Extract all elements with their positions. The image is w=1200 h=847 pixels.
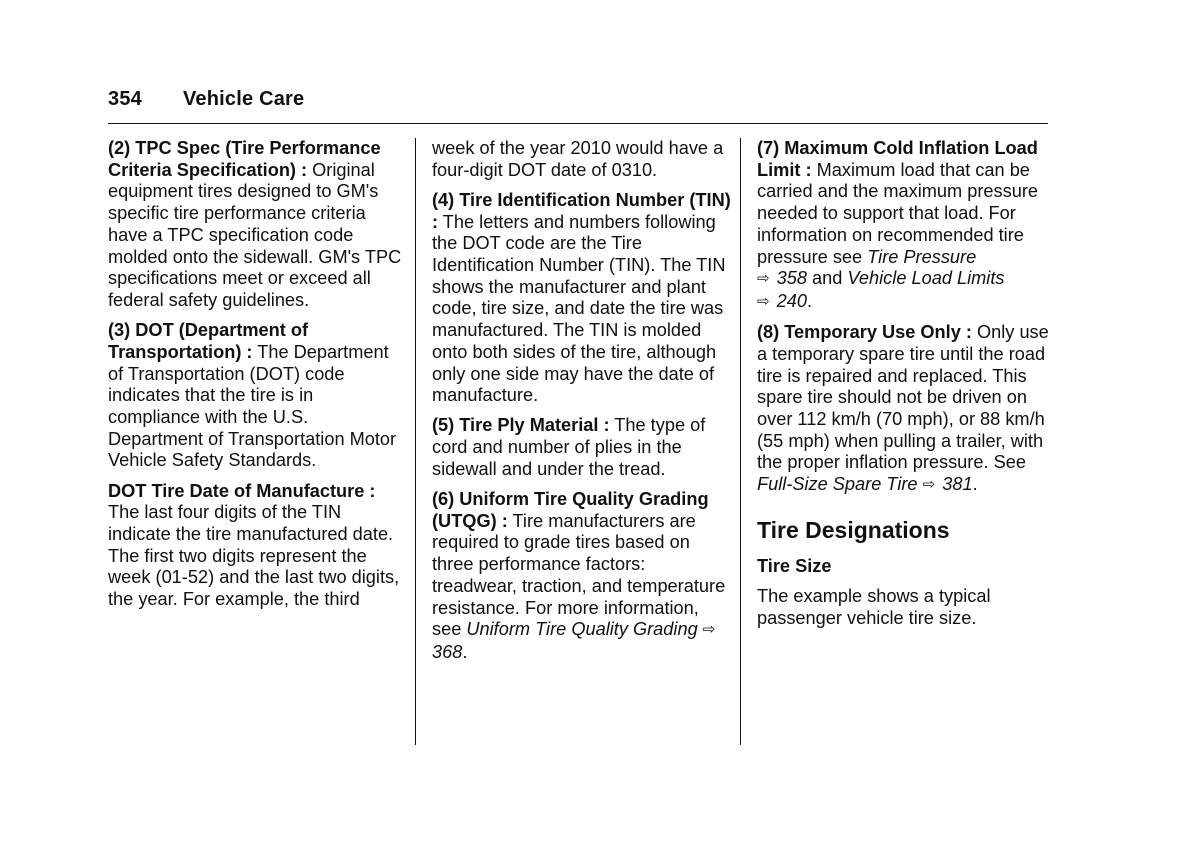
- tire-size-paragraph: The example shows a typical passenger vehicle tire size.: [757, 586, 991, 629]
- vehicle-load-ref-page: 240: [776, 290, 807, 311]
- tin-term: (4) Tire Identification Number (TIN) :: [432, 189, 731, 232]
- temp-use-paragraph: [757, 322, 1052, 497]
- page-reference-icon: ⇨: [922, 476, 936, 494]
- spare-tire-reference-link[interactable]: [757, 474, 973, 494]
- dot-date-text: The last four digits of the TIN indicate the tire manufactured date. The first two digits represent the week (01-52) and the last two digits, the year. For example, the third: [108, 502, 400, 610]
- max-load-paragraph: [757, 138, 1052, 314]
- tpc-paragraph: [108, 138, 406, 312]
- page-reference-icon: ⇨: [757, 292, 770, 310]
- tpc-text: Original equipment tires designed to GM's specific tire performance criteria have a TPC specification code molded onto the sidewall. GM's TPC specifications meet or exceed all federal safety guidelines.: [108, 159, 402, 310]
- section-title: Vehicle Care: [183, 88, 305, 110]
- page-reference-icon: ⇨: [702, 621, 716, 639]
- tire-pressure-ref-title: Tire Pressure: [867, 246, 977, 267]
- utqg-reference-link[interactable]: [432, 619, 717, 662]
- utqg-paragraph: [432, 489, 732, 664]
- header-divider: [108, 123, 1048, 124]
- max-load-term: (7) Maximum Cold Inflation Load Limit :: [757, 138, 1038, 180]
- tpc-term: (2) TPC Spec (Tire Performance Criteria Specification) :: [108, 138, 381, 180]
- column-3: [757, 138, 1052, 638]
- utqg-term: (6) Uniform Tire Quality Grading (UTQG) :: [432, 489, 709, 531]
- subheading: Tire Size: [757, 555, 832, 576]
- vehicle-load-ref-title: Vehicle Load Limits: [847, 268, 1005, 289]
- max-load-mid: and: [807, 268, 848, 289]
- utqg-ref-page: 368: [432, 641, 463, 662]
- column-divider-1: [415, 138, 416, 745]
- dot-date-term: DOT Tire Date of Manufacture :: [108, 480, 376, 501]
- tire-pressure-ref-page: 358: [776, 268, 807, 289]
- column-2: [432, 138, 732, 672]
- temp-use-end: .: [972, 474, 978, 495]
- column-divider-2: [740, 138, 741, 745]
- page-reference-icon: ⇨: [757, 270, 770, 288]
- utqg-text: Tire manufacturers are required to grade tires based on three performance factors: treadwear, traction, and temperature resistance. For more information, see: [432, 510, 726, 640]
- section-heading: Tire Designations: [757, 516, 950, 543]
- ply-paragraph: [432, 415, 732, 480]
- utqg-ref-title: Uniform Tire Quality Grading: [466, 619, 698, 640]
- tin-paragraph: [432, 190, 732, 407]
- dot-date-paragraph: [108, 481, 406, 611]
- spare-tire-ref-title: Full-Size Spare Tire: [757, 474, 918, 495]
- spare-tire-ref-page: 381: [942, 474, 973, 495]
- dot-term: (3) DOT (Department of Transportation) :: [108, 320, 309, 362]
- max-load-end: .: [807, 290, 813, 311]
- dot-text: The Department of Transportation (DOT) code indicates that the tire is in compliance with the U.S. Department of Transportation Motor Vehicle Safety Standards.: [108, 341, 397, 471]
- continued-paragraph: week of the year 2010 would have a four-digit DOT date of 0310.: [432, 138, 724, 180]
- tin-text: The letters and numbers following the DOT code are the Tire Identification Number (TIN). The TIN shows the manufacturer and plant code, tire size, and date the tire was manufactured. The TIN is molded onto both sides of the tire, although only one side may have the date of manufacture.: [432, 211, 726, 406]
- page-header: [108, 88, 304, 111]
- temp-use-text: Only use a temporary spare tire until the road tire is repaired and replaced. This spare tire should not be driven on over 112 km/h (70 mph), or 88 km/h (55 mph) when pulling a trailer, with the proper inflation pressure. See: [757, 322, 1049, 473]
- utqg-end: .: [462, 641, 468, 662]
- dot-paragraph: [108, 320, 406, 472]
- ply-text: The type of cord and number of plies in the sidewall and under the tread.: [432, 415, 706, 479]
- column-1: [108, 138, 406, 619]
- max-load-text: Maximum load that can be carried and the maximum pressure needed to support that load. For information on recommended tire pressure see: [757, 159, 1039, 267]
- temp-use-term: (8) Temporary Use Only :: [757, 322, 972, 343]
- ply-term: (5) Tire Ply Material :: [432, 415, 610, 436]
- page-number: 354: [108, 88, 142, 110]
